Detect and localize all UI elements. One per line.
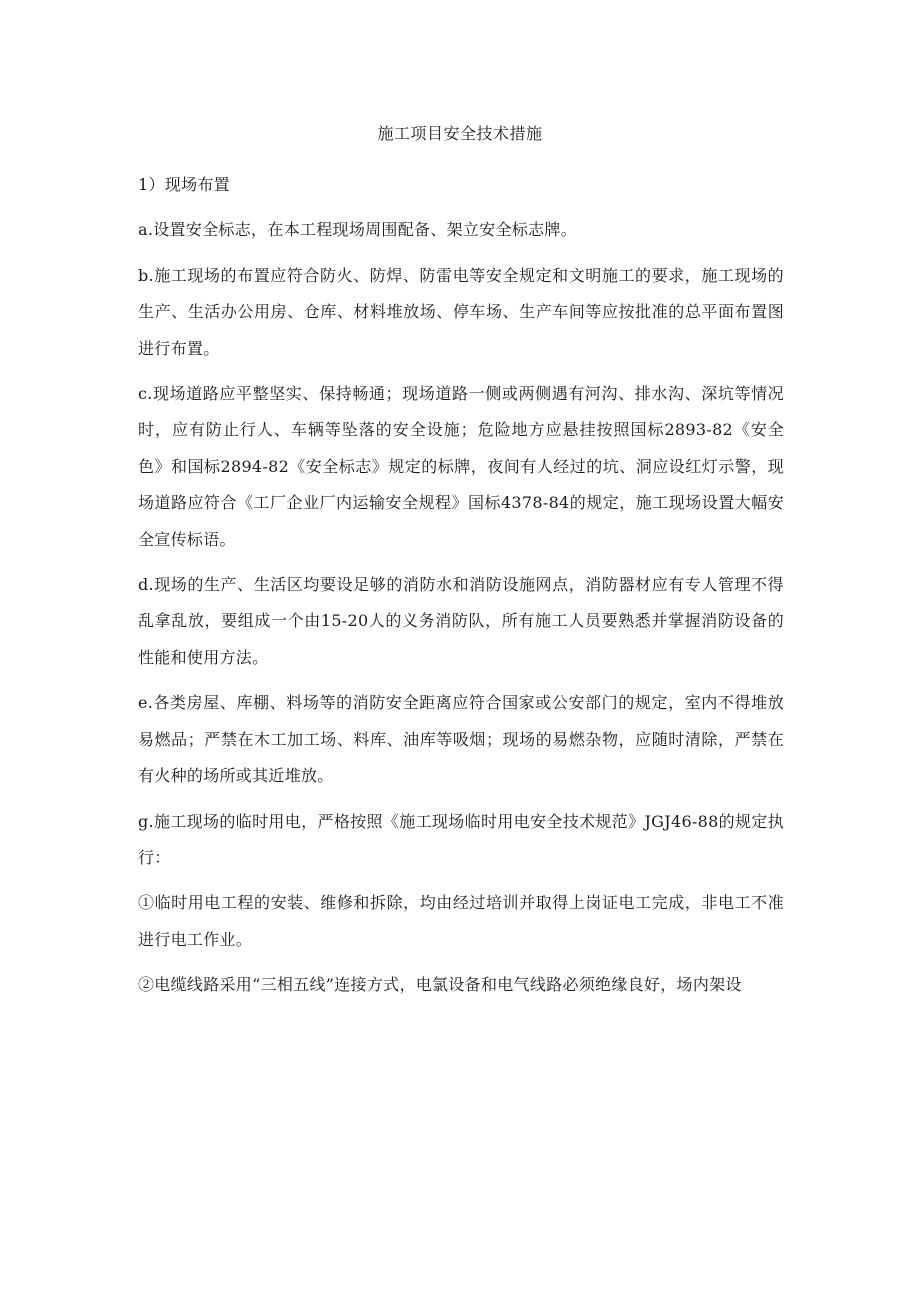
paragraph-d: d.现场的生产、生活区均要设足够的消防水和消防设施网点，消防器材应有专人管理不得乱拿乱放，要组成一个由15-20人的义务消防队，所有施工人员要熟悉并掌握消防设备的性能和使用方法。 xyxy=(138,575,784,667)
paragraph-item-1: ①临时用电工程的安装、维修和拆除，均由经过培训并取得上岗证电工完成，非电工不准进行电工作业。 xyxy=(138,893,784,949)
paragraph-e: e.各类房屋、库棚、料场等的消防安全距离应符合国家或公安部门的规定，室内不得堆放易燃品；严禁在木工加工场、料库、油库等吸烟；现场的易燃杂物，应随时清除，严禁在有火种的场所或其近堆放。 xyxy=(138,693,784,786)
paragraph-a: a.设置安全标志，在本工程现场周围配备、架立安全标志牌。 xyxy=(138,220,578,240)
document-body xyxy=(138,167,784,1004)
paragraph-item-2: ②电缆线路采用“三相五线”连接方式，电氯设备和电气线路必须绝缘良好，场内架设 xyxy=(138,975,742,995)
paragraph-g: g.施工现场的临时用电，严格按照《施工现场临时用电安全技术规范》JGJ46-88的规定执行： xyxy=(138,811,784,867)
document-title: 施工项目安全技术措施 xyxy=(377,124,543,143)
paragraph-c: c.现场道路应平整坚实、保持畅通；现场道路一侧或两侧遇有河沟、排水沟、深坑等情况时，应有防止行人、车辆等坠落的安全设施；危险地方应悬挂按照国标2893-82《安全色》和国标2894-82《安全标志》规定的标牌，夜间有人经过的坑、洞应设红灯示警，现场道路应符合《工厂企业厂内运输安全规程》国标4378-84的规定，施工现场设置大幅安全宣传标语。 xyxy=(138,384,784,549)
paragraph-site-layout-heading: 1）现场布置 xyxy=(138,175,230,194)
paragraph-b: b.施工现场的布置应符合防火、防焊、防雷电等安全规定和文明施工的要求，施工现场的生产、生活办公用房、仓库、材料堆放场、停车场、生产车间等应按批准的总平面布置图进行布置。 xyxy=(138,265,784,358)
